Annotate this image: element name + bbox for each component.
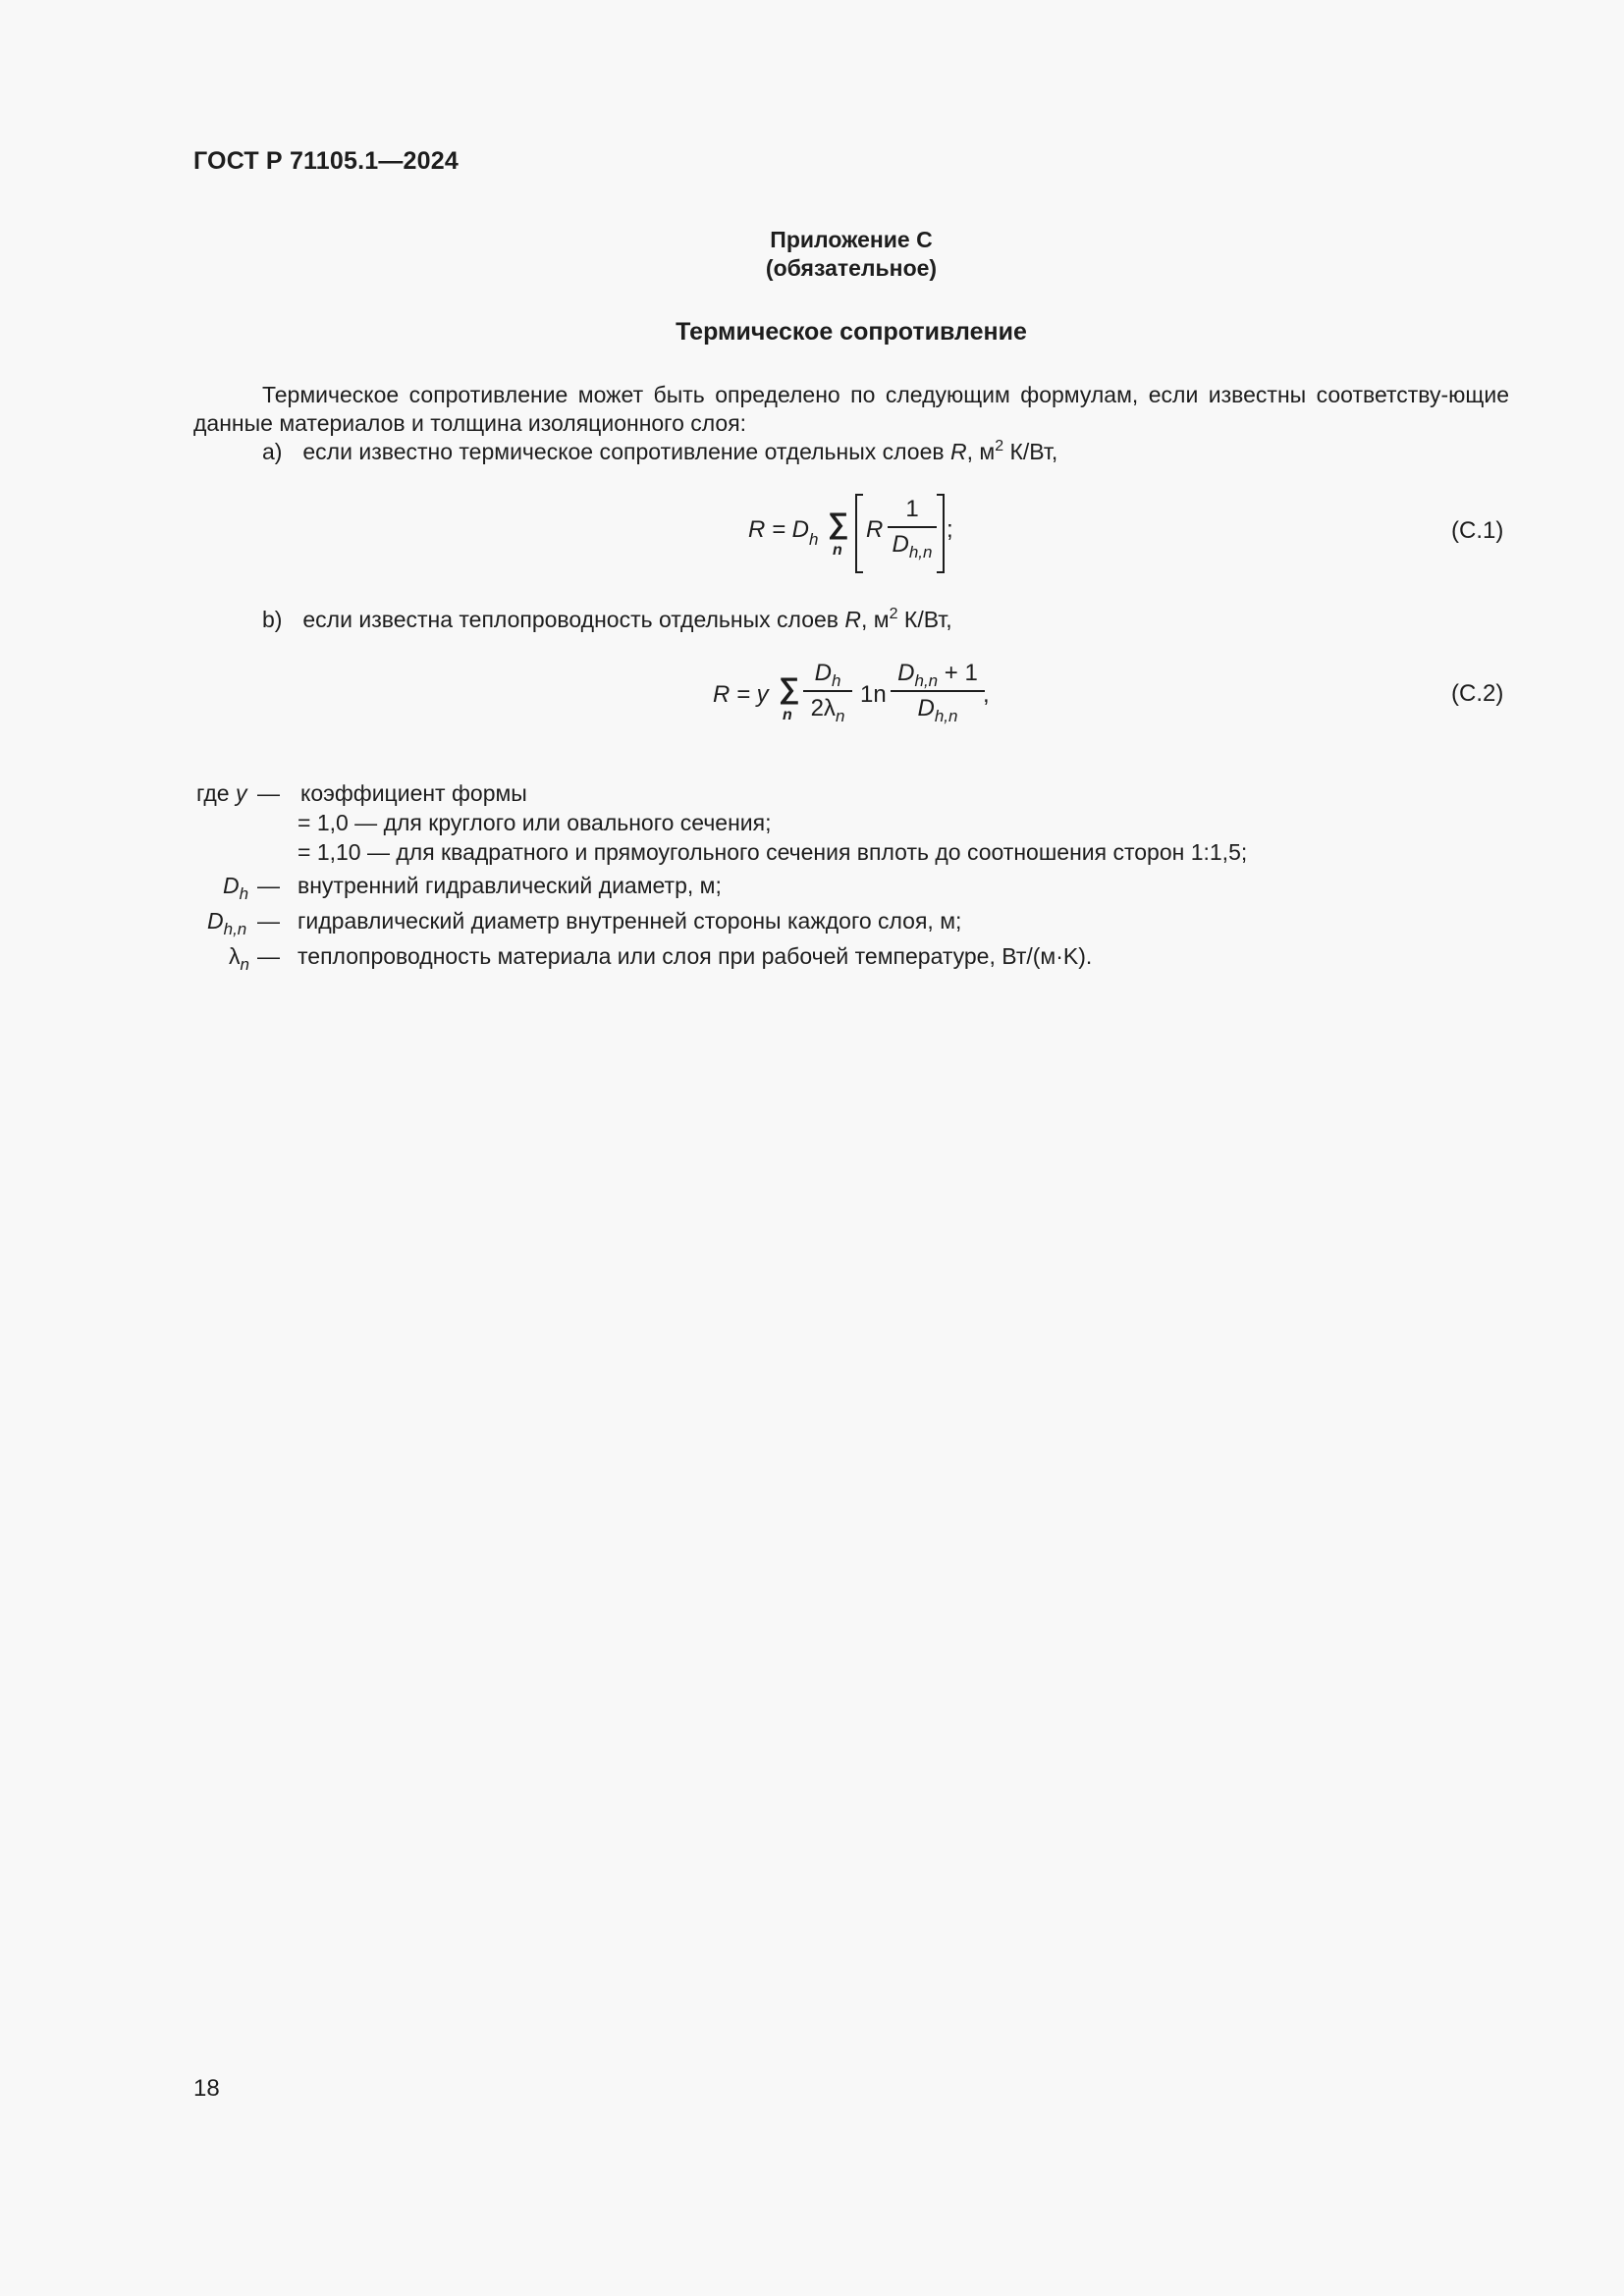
f1-fraction-bar: [888, 526, 937, 528]
item-b-text: если известна теплопроводность отдельных слоев: [302, 607, 845, 632]
def-symbol-sub: h: [239, 884, 249, 903]
f2-f2-num-tail: + 1: [938, 660, 978, 686]
def-symbol: λ: [229, 943, 241, 969]
item-a-label: a): [262, 439, 283, 464]
f1-sum-index: n: [833, 542, 842, 559]
def-text: коэффициент формы: [300, 780, 527, 806]
f2-tail: ,: [983, 681, 990, 708]
item-b-unit-text: , м: [861, 607, 890, 632]
def-dash: —: [257, 943, 280, 969]
annex-status: (обязательное): [765, 255, 938, 281]
item-b-label: b): [262, 607, 283, 632]
f2-fraction-1-bar: [803, 690, 852, 692]
f1-left-bracket: [855, 494, 863, 573]
def-symbol: y: [235, 780, 247, 806]
definition-row: [196, 779, 527, 808]
f2-equation-number: (С.2): [1451, 680, 1504, 707]
def-dash: —: [257, 780, 280, 806]
f2-f1-den: 2λ: [810, 694, 836, 721]
f2-lhs: R = y: [713, 681, 769, 708]
annex-title: Приложение С: [770, 227, 933, 252]
item-b-unit: К/Вт,: [897, 607, 952, 632]
page-number: 18: [193, 2075, 220, 2102]
item-b: [262, 606, 952, 634]
def-symbol: D: [207, 908, 224, 934]
def-text: гидравлический диаметр внутренней стороны каждого слоя, м;: [298, 908, 962, 934]
f2-fraction-2-bar: [891, 690, 985, 692]
f1-equation-number: (С.1): [1451, 517, 1504, 544]
f2-f2-num: D: [897, 660, 915, 686]
item-a: [262, 438, 1057, 466]
f2-f1-num: D: [814, 660, 832, 686]
f2-f2-den: D: [917, 694, 935, 721]
f2-f1-den-sub: n: [835, 706, 845, 725]
def-text: внутренний гидравлический диаметр, м;: [298, 873, 722, 898]
f2-sum-symbol: ∑: [779, 672, 800, 705]
f1-fraction: [888, 496, 937, 559]
item-b-exp: 2: [889, 606, 898, 622]
item-a-exp: 2: [995, 438, 1004, 454]
def-text: теплопроводность материала или слоя при рабочей температуре, Вт/(м·K).: [298, 943, 1093, 969]
f1-lhs: R = D: [748, 516, 810, 543]
annex-heading: [193, 226, 1509, 283]
item-a-symbol: R: [950, 439, 967, 464]
f2-f2-den-sub: h,n: [934, 706, 958, 725]
f2-f1-num-sub: h: [831, 671, 841, 690]
def-symbol-sub: n: [240, 955, 249, 974]
f1-den: D: [892, 530, 909, 558]
section-title: Термическое сопротивление: [676, 318, 1027, 346]
item-a-text: если известно термическое сопротивление отдельных слоев: [302, 439, 950, 464]
f2-sum-index: n: [783, 707, 792, 723]
f1-sum-symbol: ∑: [828, 507, 849, 540]
f2-fraction-2: [891, 660, 985, 725]
item-b-symbol: R: [844, 607, 862, 632]
item-a-unit-text: , м: [966, 439, 996, 464]
f1-right-bracket: [937, 494, 945, 573]
f1-num: 1: [905, 496, 919, 522]
f1-lhs-sub: h: [809, 530, 819, 549]
f2-f2-num-sub: h,n: [914, 671, 939, 690]
where-lead: где: [196, 780, 236, 806]
f2-fraction-1: [803, 660, 852, 725]
definition-row: = 1,0 — для круглого или овального сечения;: [298, 810, 772, 835]
def-dash: —: [257, 908, 280, 934]
item-a-unit: К/Вт,: [1003, 439, 1058, 464]
f1-inner: R: [866, 516, 884, 543]
f1-tail: ;: [947, 516, 953, 543]
f2-ln: 1n: [860, 681, 887, 708]
def-symbol: D: [223, 873, 240, 898]
def-dash: —: [257, 873, 280, 898]
def-symbol-sub: h,n: [223, 920, 247, 938]
document-id: ГОСТ Р 71105.1—2024: [193, 147, 459, 175]
intro-paragraph: Термическое сопротивление может быть определено по следующим формулам, если известны соответству-ющие данные материалов и толщина изоляционного слоя:: [193, 382, 1509, 436]
definition-row: = 1,10 — для квадратного и прямоугольного сечения вплоть до соотношения сторон 1:1,5;: [298, 839, 1248, 865]
f1-den-sub: h,n: [908, 542, 933, 561]
